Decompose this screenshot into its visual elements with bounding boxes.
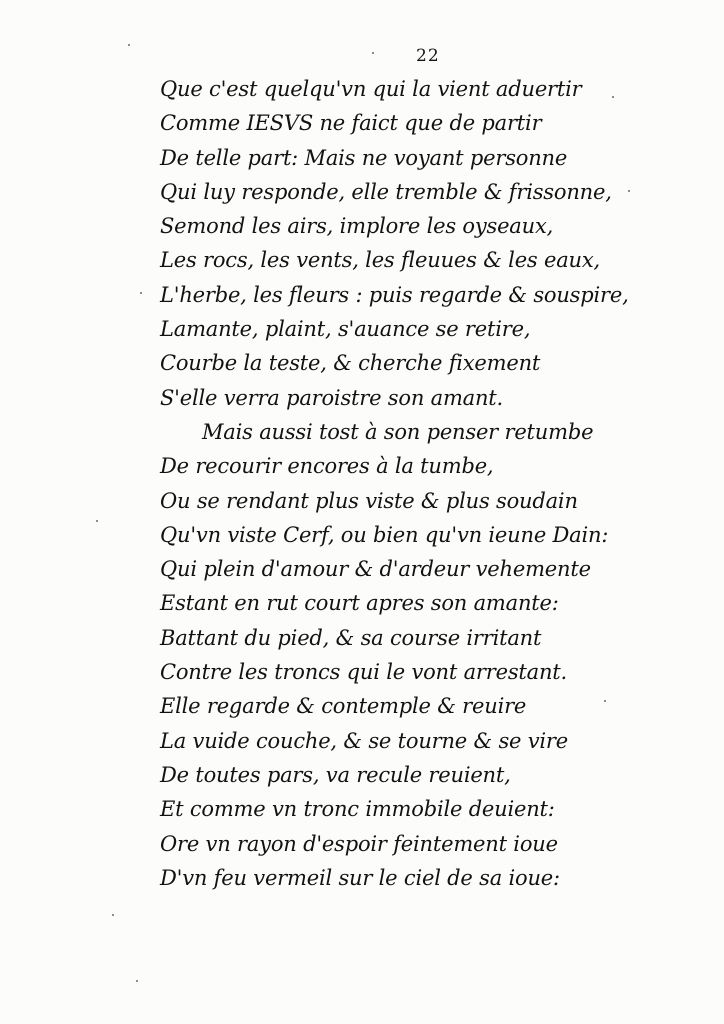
verse-line: Les rocs, les vents, les fleuues & les eaux, [160, 248, 600, 273]
verse-line: Ou se rendant plus viste & plus soudain [160, 488, 578, 513]
verse-line: Courbe la teste, & cherche fixement [160, 351, 541, 376]
print-speck [612, 96, 614, 98]
print-speck [96, 520, 98, 522]
verse-line: Qui plein d'amour & d'ardeur vehemente [160, 557, 591, 582]
verse-line: S'elle verra paroistre son amant. [160, 385, 504, 410]
verse-line: Estant en rut court apres son amante: [160, 591, 559, 616]
verse-line: Contre les troncs qui le vont arrestant. [160, 660, 567, 685]
verse-line-indented: Mais aussi tost à son penser retumbe [202, 419, 594, 444]
verse-line: Ore vn rayon d'espoir feintement ioue [160, 831, 558, 856]
verse-block [160, 72, 660, 895]
verse-line: Et comme vn tronc immobile deuient: [160, 797, 555, 822]
print-speck [112, 914, 114, 916]
verse-line: Lamante, plaint, s'auance se retire, [160, 317, 531, 342]
page-number: 22 [416, 46, 440, 66]
verse-line: De toutes pars, va recule reuient, [160, 762, 511, 787]
verse-line: L'herbe, les fleurs : puis regarde & souspire, [160, 282, 629, 307]
print-speck [128, 44, 130, 46]
verse-line: Que c'est quelqu'vn qui la vient aduertir [160, 77, 582, 101]
print-speck [604, 700, 606, 702]
verse-line: De telle part: Mais ne voyant personne [160, 145, 568, 170]
print-speck [136, 980, 138, 982]
print-speck [372, 52, 374, 54]
print-speck [628, 190, 630, 192]
verse-line: La vuide couche, & se tourne & se vire [160, 728, 569, 753]
verse-line: Semond les airs, implore les oyseaux, [160, 214, 554, 239]
verse-line: De recourir encores à la tumbe, [160, 454, 494, 479]
verse-line: Elle regarde & contemple & reuire [160, 694, 527, 719]
verse-line: Qu'vn viste Cerf, ou bien qu'vn ieune Dain: [160, 522, 609, 547]
print-speck [140, 292, 142, 294]
verse-line: Qui luy responde, elle tremble & frissonne, [160, 179, 612, 204]
verse-line: D'vn feu vermeil sur le ciel de sa ioue: [160, 865, 560, 890]
verse-line: Battant du pied, & sa course irritant [160, 625, 542, 650]
verse-line: Comme IESVS ne faict que de partir [160, 111, 542, 136]
